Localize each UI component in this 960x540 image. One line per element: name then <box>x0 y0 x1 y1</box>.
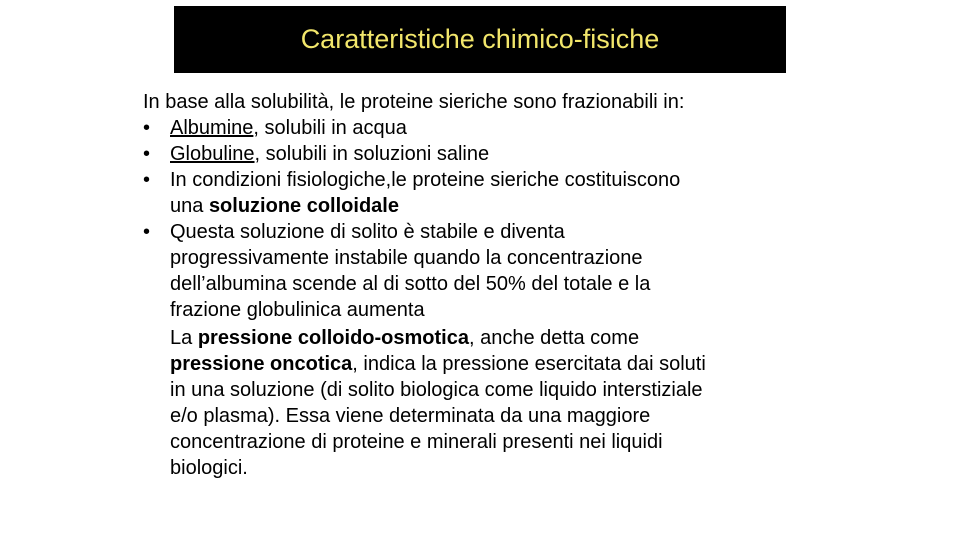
oncotic-pressure-paragraph <box>143 325 843 481</box>
term-albumine: Albumine <box>170 117 254 139</box>
bullet-list <box>143 115 843 323</box>
para-line-2 <box>170 351 843 377</box>
bullet-icon: • <box>143 221 151 243</box>
intro-text: In base alla solubilità, le proteine sieriche sono frazionabili in: <box>143 91 685 113</box>
term-pressione-colloido-osmotica: pressione colloido-osmotica <box>197 327 469 349</box>
para-line-1-suffix: , anche detta come <box>468 327 640 349</box>
bullet-icon: • <box>143 143 151 165</box>
term-pressione-oncotica: pressione oncotica <box>170 353 353 375</box>
stability-line-1: Questa soluzione di solito è stabile e diventa <box>170 221 565 243</box>
para-line-5: concentrazione di proteine e minerali presenti nei liquidi <box>170 431 663 453</box>
para-line-1-prefix: La <box>170 327 198 349</box>
bullet-icon: • <box>143 169 151 191</box>
bullet-icon: • <box>143 117 151 139</box>
term-soluzione-colloidale: soluzione colloidale <box>208 195 399 217</box>
albumine-description: , solubili in acqua <box>253 117 407 139</box>
colloidal-line-2 <box>170 193 843 219</box>
stability-line-4: frazione globulinica aumenta <box>170 299 425 321</box>
para-line-2-suffix: , indica la pressione esercitata dai soluti <box>352 353 706 375</box>
para-line-1 <box>170 325 843 351</box>
bullet-item-globuline <box>143 141 843 167</box>
bullet-item-colloidal <box>143 167 843 219</box>
slide-title: Caratteristiche chimico-fisiche <box>300 24 660 54</box>
para-line-4: e/o plasma). Essa viene determinata da una maggiore <box>170 405 651 427</box>
bullet-item-albumine <box>143 115 843 141</box>
term-globuline: Globuline <box>170 143 255 165</box>
para-line-6: biologici. <box>170 457 248 479</box>
bullet-item-stability <box>143 219 843 323</box>
globuline-description: , solubili in soluzioni saline <box>254 143 490 165</box>
para-line-3: in una soluzione (di solito biologica come liquido interstiziale <box>170 379 703 401</box>
title-banner <box>174 6 786 73</box>
stability-line-2: progressivamente instabile quando la concentrazione <box>170 247 643 269</box>
slide-body <box>143 89 843 481</box>
colloidal-line-1: In condizioni fisiologiche,le proteine sieriche costituiscono <box>170 169 681 191</box>
stability-line-3: dell’albumina scende al di sotto del 50% del totale e la <box>170 273 651 295</box>
colloidal-line-2-prefix: una <box>170 195 209 217</box>
